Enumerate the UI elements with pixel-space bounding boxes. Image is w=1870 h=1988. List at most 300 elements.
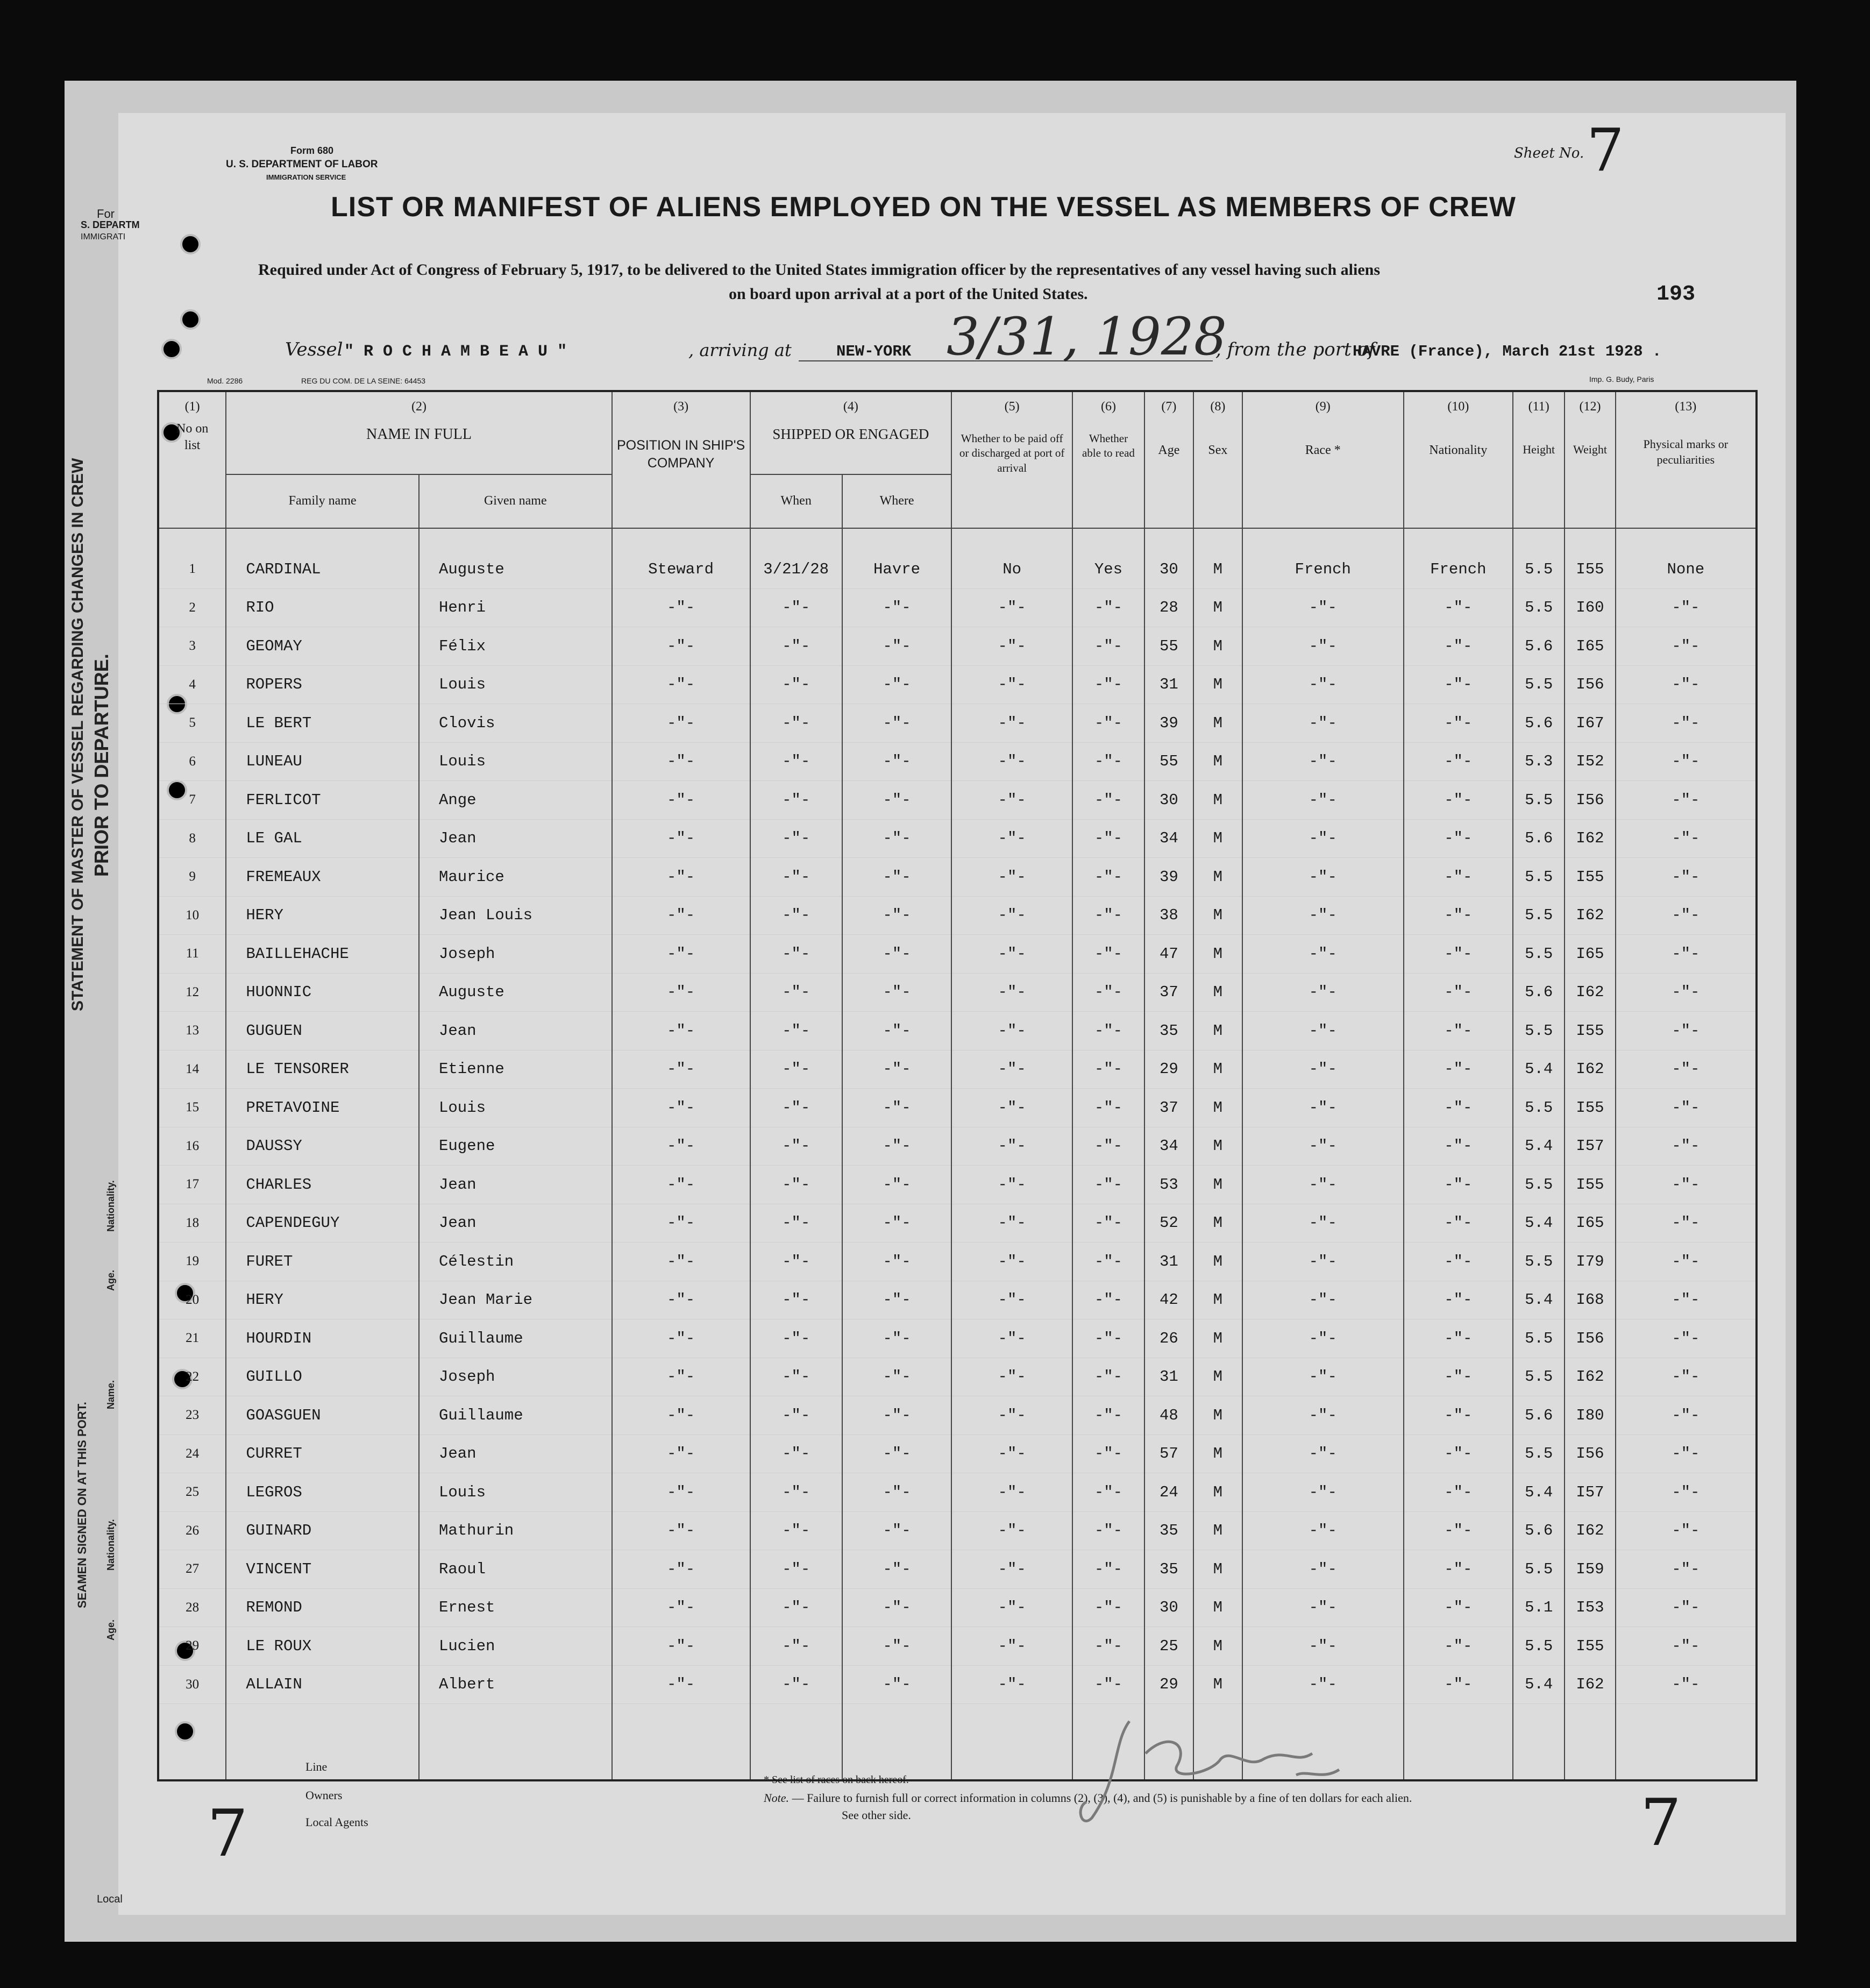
table-row [158, 665, 1757, 704]
cell-when: -"- [750, 1627, 842, 1666]
cell-when: -"- [750, 819, 842, 858]
table-row [158, 819, 1757, 858]
cell-position: -"- [612, 704, 750, 743]
cell-sex: M [1193, 781, 1242, 820]
table-row [158, 1281, 1757, 1319]
cell-sex: M [1193, 1089, 1242, 1127]
cell-read: -"- [1072, 1511, 1144, 1550]
cell-age: 35 [1144, 1012, 1193, 1050]
cell-race: -"- [1242, 1204, 1404, 1242]
cell-marks: -"- [1616, 935, 1757, 974]
cell-no: 25 [158, 1473, 226, 1512]
vessel-label: Vessel [285, 339, 343, 360]
cell-age: 31 [1144, 665, 1193, 704]
cell-weight: I62 [1565, 1665, 1615, 1704]
cell-position: -"- [612, 1358, 750, 1396]
table-row [158, 742, 1757, 781]
cell-nationality: -"- [1404, 742, 1513, 781]
cell-paid: -"- [951, 1166, 1072, 1204]
cell-weight: I62 [1565, 896, 1615, 935]
cell-position: -"- [612, 1550, 750, 1589]
cell-given: Louis [419, 1089, 612, 1127]
binder-hole [180, 309, 201, 330]
cell-race: -"- [1242, 1627, 1404, 1666]
cell-age: 38 [1144, 896, 1193, 935]
cell-family: LE BERT [226, 704, 419, 743]
cell-nationality: -"- [1404, 1473, 1513, 1512]
cell-marks: -"- [1616, 704, 1757, 743]
cell-when: -"- [750, 1588, 842, 1627]
cell-paid: -"- [951, 858, 1072, 897]
cell-nationality: -"- [1404, 819, 1513, 858]
requirement-line-1: Required under Act of Congress of February 5, 1917, to be delivered to the United States immigration officer by the representatives of any vessel having such aliens [258, 261, 1380, 279]
cell-weight: I55 [1565, 1089, 1615, 1127]
cell-when: -"- [750, 896, 842, 935]
cell-position: -"- [612, 973, 750, 1012]
cell-height: 5.1 [1513, 1588, 1565, 1627]
cell-nationality: -"- [1404, 1511, 1513, 1550]
cell-where: -"- [842, 1242, 951, 1281]
cell-nationality: -"- [1404, 1588, 1513, 1627]
cell-age: 48 [1144, 1396, 1193, 1435]
cell-sex: M [1193, 819, 1242, 858]
cell-family: FERLICOT [226, 781, 419, 820]
header-given-name: Given name [419, 474, 612, 528]
cell-paid: -"- [951, 1396, 1072, 1435]
vessel-name: " R O C H A M B E A U " [344, 343, 567, 361]
sheet-number: 7 [1587, 116, 1624, 184]
cell-race: -"- [1242, 1319, 1404, 1358]
cell-where: -"- [842, 1627, 951, 1666]
cell-family: PRETAVOINE [226, 1089, 419, 1127]
cell-where: -"- [842, 1050, 951, 1089]
cell-height: 5.6 [1513, 1511, 1565, 1550]
cell-position: -"- [612, 742, 750, 781]
cell-no: 11 [158, 935, 226, 974]
cell-where: -"- [842, 819, 951, 858]
header-family-name: Family name [226, 474, 419, 528]
cell-paid: -"- [951, 1012, 1072, 1050]
cell-family: GOASGUEN [226, 1396, 419, 1435]
cell-when: -"- [750, 935, 842, 974]
cell-marks: -"- [1616, 665, 1757, 704]
from-label: , from the port of [1215, 339, 1375, 360]
cell-sex: M [1193, 1242, 1242, 1281]
cell-position: -"- [612, 1511, 750, 1550]
cell-position: -"- [612, 1204, 750, 1242]
cell-weight: I62 [1565, 1511, 1615, 1550]
cell-given: Ernest [419, 1588, 612, 1627]
cell-paid: -"- [951, 1281, 1072, 1319]
cell-when: -"- [750, 627, 842, 666]
cell-paid: -"- [951, 1242, 1072, 1281]
cell-age: 37 [1144, 1089, 1193, 1127]
cell-paid: -"- [951, 1588, 1072, 1627]
cell-when: -"- [750, 1435, 842, 1473]
cell-age: 35 [1144, 1511, 1193, 1550]
cell-paid: -"- [951, 896, 1072, 935]
cell-position: -"- [612, 1050, 750, 1089]
cell-no: 3 [158, 627, 226, 666]
cell-when: -"- [750, 1089, 842, 1127]
sheet-label: Sheet No. [1514, 145, 1584, 161]
arriving-label: , arriving at [688, 340, 792, 360]
table-row [158, 1550, 1757, 1589]
cell-race: -"- [1242, 1012, 1404, 1050]
cell-read: -"- [1072, 1166, 1144, 1204]
cell-weight: I55 [1565, 1627, 1615, 1666]
sheet-number-right: 7 [1640, 1786, 1682, 1861]
cell-nationality: -"- [1404, 704, 1513, 743]
cell-age: 25 [1144, 1627, 1193, 1666]
cell-no: 20 [158, 1281, 226, 1319]
cell-no: 26 [158, 1511, 226, 1550]
cell-age: 37 [1144, 973, 1193, 1012]
cell-height: 5.5 [1513, 1627, 1565, 1666]
cell-position: -"- [612, 665, 750, 704]
table-row [158, 1012, 1757, 1050]
cell-weight: I55 [1565, 550, 1615, 588]
cell-given: Félix [419, 627, 612, 666]
cell-family: FREMEAUX [226, 858, 419, 897]
cell-height: 5.5 [1513, 1242, 1565, 1281]
cell-when: -"- [750, 858, 842, 897]
cell-nationality: -"- [1404, 1281, 1513, 1319]
cell-race: -"- [1242, 819, 1404, 858]
cell-nationality: -"- [1404, 627, 1513, 666]
cell-where: -"- [842, 1281, 951, 1319]
cell-read: -"- [1072, 1627, 1144, 1666]
cell-where: -"- [842, 1550, 951, 1589]
cell-no: 7 [158, 781, 226, 820]
cell-marks: -"- [1616, 1396, 1757, 1435]
table-row [158, 1665, 1757, 1704]
cell-paid: -"- [951, 704, 1072, 743]
fine-note: Note. — Failure to furnish full or correct information in columns (2), (3), (4), and (5) is punishable by a fine of ten dollars for each alien. [764, 1791, 1412, 1805]
cell-marks: -"- [1616, 1627, 1757, 1666]
cell-marks: -"- [1616, 1050, 1757, 1089]
cell-when: -"- [750, 1665, 842, 1704]
table-row [158, 1089, 1757, 1127]
cell-marks: -"- [1616, 1204, 1757, 1242]
table-row [158, 1588, 1757, 1627]
cell-height: 5.4 [1513, 1050, 1565, 1089]
cell-position: -"- [612, 858, 750, 897]
cell-given: Raoul [419, 1550, 612, 1589]
registration: REG DU COM. DE LA SEINE: 64453 [301, 377, 426, 385]
cell-sex: M [1193, 1473, 1242, 1512]
cell-nationality: -"- [1404, 1050, 1513, 1089]
cell-read: -"- [1072, 588, 1144, 627]
cell-weight: I65 [1565, 627, 1615, 666]
cell-read: -"- [1072, 1550, 1144, 1589]
cell-family: DAUSSY [226, 1127, 419, 1166]
cell-position: Steward [612, 550, 750, 588]
cell-marks: -"- [1616, 896, 1757, 935]
cell-height: 5.6 [1513, 704, 1565, 743]
cell-where: -"- [842, 1166, 951, 1204]
cell-given: Henri [419, 588, 612, 627]
cell-sex: M [1193, 1319, 1242, 1358]
cell-age: 57 [1144, 1435, 1193, 1473]
cell-marks: -"- [1616, 1473, 1757, 1512]
cell-when: 3/21/28 [750, 550, 842, 588]
cell-marks: -"- [1616, 1588, 1757, 1627]
table-row [158, 896, 1757, 935]
cell-where: -"- [842, 935, 951, 974]
cell-position: -"- [612, 1242, 750, 1281]
cell-no: 16 [158, 1127, 226, 1166]
cell-weight: I52 [1565, 742, 1615, 781]
cell-when: -"- [750, 704, 842, 743]
cell-where: -"- [842, 1127, 951, 1166]
footer-line-label: Line [305, 1760, 328, 1773]
cell-when: -"- [750, 1166, 842, 1204]
cell-race: -"- [1242, 1050, 1404, 1089]
cell-marks: -"- [1616, 1319, 1757, 1358]
cell-where: -"- [842, 1511, 951, 1550]
cell-height: 5.6 [1513, 1396, 1565, 1435]
cell-given: Maurice [419, 858, 612, 897]
cell-paid: -"- [951, 1550, 1072, 1589]
cell-read: -"- [1072, 973, 1144, 1012]
cell-family: GEOMAY [226, 627, 419, 666]
cell-paid: -"- [951, 1050, 1072, 1089]
header-able-to-read: (6) Whether able to read [1072, 391, 1144, 528]
cell-given: Louis [419, 1473, 612, 1512]
cell-no: 5 [158, 704, 226, 743]
cell-when: -"- [750, 1281, 842, 1319]
cell-marks: -"- [1616, 1089, 1757, 1127]
cell-family: REMOND [226, 1588, 419, 1627]
cell-paid: -"- [951, 1435, 1072, 1473]
cell-when: -"- [750, 1242, 842, 1281]
cell-given: Joseph [419, 935, 612, 974]
cell-no: 29 [158, 1627, 226, 1666]
cell-weight: I57 [1565, 1127, 1615, 1166]
cell-sex: M [1193, 1665, 1242, 1704]
cell-paid: -"- [951, 742, 1072, 781]
cell-weight: I80 [1565, 1396, 1615, 1435]
cell-age: 39 [1144, 858, 1193, 897]
cell-weight: I55 [1565, 1012, 1615, 1050]
cell-height: 5.4 [1513, 1127, 1565, 1166]
cell-race: -"- [1242, 1588, 1404, 1627]
cell-sex: M [1193, 588, 1242, 627]
cell-where: -"- [842, 1204, 951, 1242]
cell-read: -"- [1072, 1358, 1144, 1396]
cell-height: 5.5 [1513, 1435, 1565, 1473]
cell-position: -"- [612, 1435, 750, 1473]
cell-race: -"- [1242, 1127, 1404, 1166]
footer-agents-label: Local Agents [305, 1815, 368, 1829]
cell-sex: M [1193, 1511, 1242, 1550]
cell-sex: M [1193, 1166, 1242, 1204]
cell-height: 5.3 [1513, 742, 1565, 781]
cell-position: -"- [612, 1473, 750, 1512]
cell-age: 28 [1144, 588, 1193, 627]
mod-number: Mod. 2286 [207, 377, 243, 385]
cell-no: 22 [158, 1358, 226, 1396]
cell-age: 24 [1144, 1473, 1193, 1512]
cell-height: 5.5 [1513, 781, 1565, 820]
cell-nationality: -"- [1404, 1550, 1513, 1589]
cell-position: -"- [612, 588, 750, 627]
cell-read: -"- [1072, 665, 1144, 704]
cell-family: GUINARD [226, 1511, 419, 1550]
cell-marks: -"- [1616, 1166, 1757, 1204]
cell-race: -"- [1242, 858, 1404, 897]
cell-given: Jean [419, 1012, 612, 1050]
cell-age: 39 [1144, 704, 1193, 743]
cell-where: -"- [842, 973, 951, 1012]
table-row [158, 1511, 1757, 1550]
cell-when: -"- [750, 588, 842, 627]
cell-marks: -"- [1616, 742, 1757, 781]
cell-read: -"- [1072, 704, 1144, 743]
cell-position: -"- [612, 1319, 750, 1358]
cell-nationality: -"- [1404, 1242, 1513, 1281]
page-number: 193 [1656, 282, 1696, 307]
cell-where: -"- [842, 1665, 951, 1704]
table-row [158, 1319, 1757, 1358]
cell-age: 52 [1144, 1204, 1193, 1242]
cell-where: -"- [842, 704, 951, 743]
header-sex: (8) Sex [1193, 391, 1242, 528]
cell-marks: -"- [1616, 1358, 1757, 1396]
cell-age: 31 [1144, 1242, 1193, 1281]
cell-no: 6 [158, 742, 226, 781]
cell-read: -"- [1072, 858, 1144, 897]
cell-no: 17 [158, 1166, 226, 1204]
cell-race: -"- [1242, 973, 1404, 1012]
table-row [158, 1627, 1757, 1666]
cell-marks: -"- [1616, 1435, 1757, 1473]
cell-paid: -"- [951, 819, 1072, 858]
cell-read: -"- [1072, 627, 1144, 666]
cell-marks: -"- [1616, 1550, 1757, 1589]
form-department: U. S. DEPARTMENT OF LABOR [226, 159, 378, 170]
cell-no: 8 [158, 819, 226, 858]
cell-family: HOURDIN [226, 1319, 419, 1358]
cell-family: BAILLEHACHE [226, 935, 419, 974]
header-height: (11) Height [1513, 391, 1565, 528]
cell-position: -"- [612, 1627, 750, 1666]
cell-given: Albert [419, 1665, 612, 1704]
cell-marks: -"- [1616, 973, 1757, 1012]
cell-read: -"- [1072, 1473, 1144, 1512]
cell-position: -"- [612, 1665, 750, 1704]
form-service: IMMIGRATION SERVICE [266, 173, 346, 181]
cell-position: -"- [612, 1281, 750, 1319]
cell-paid: -"- [951, 1627, 1072, 1666]
cell-sex: M [1193, 858, 1242, 897]
cell-read: -"- [1072, 781, 1144, 820]
cell-age: 29 [1144, 1665, 1193, 1704]
cell-sex: M [1193, 1588, 1242, 1627]
cell-nationality: -"- [1404, 1665, 1513, 1704]
cell-read: -"- [1072, 1665, 1144, 1704]
cell-height: 5.6 [1513, 627, 1565, 666]
cell-no: 30 [158, 1665, 226, 1704]
cell-height: 5.5 [1513, 896, 1565, 935]
cell-marks: -"- [1616, 627, 1757, 666]
cell-where: -"- [842, 1435, 951, 1473]
cell-race: -"- [1242, 1435, 1404, 1473]
arriving-port: NEW-YORK [836, 343, 912, 360]
margin-age-2: Age. [105, 1619, 116, 1641]
cell-age: 26 [1144, 1319, 1193, 1358]
cell-paid: -"- [951, 588, 1072, 627]
cell-weight: I60 [1565, 588, 1615, 627]
cell-age: 55 [1144, 627, 1193, 666]
cell-position: -"- [612, 1089, 750, 1127]
cell-age: 35 [1144, 1550, 1193, 1589]
cell-race: -"- [1242, 935, 1404, 974]
cell-position: -"- [612, 935, 750, 974]
table-row [158, 935, 1757, 974]
page-title: LIST OR MANIFEST OF ALIENS EMPLOYED ON THE VESSEL AS MEMBERS OF CREW [331, 191, 1516, 223]
header-nationality: (10) Nationality [1404, 391, 1513, 528]
cell-nationality: -"- [1404, 1204, 1513, 1242]
cell-given: Clovis [419, 704, 612, 743]
cell-age: 34 [1144, 1127, 1193, 1166]
cell-when: -"- [750, 1012, 842, 1050]
cell-read: -"- [1072, 819, 1144, 858]
cell-weight: I56 [1565, 665, 1615, 704]
header-position: (3) POSITION IN SHIP'S COMPANY [612, 391, 750, 528]
cell-height: 5.5 [1513, 1012, 1565, 1050]
table-row [158, 1050, 1757, 1089]
table-row [158, 550, 1757, 588]
cell-height: 5.5 [1513, 1550, 1565, 1589]
header-race: (9) Race * [1242, 391, 1404, 528]
cell-where: -"- [842, 1319, 951, 1358]
cell-age: 34 [1144, 819, 1193, 858]
cell-where: -"- [842, 1358, 951, 1396]
header-physical-marks: (13) Physical marks or peculiarities [1616, 391, 1757, 528]
cell-height: 5.5 [1513, 550, 1565, 588]
cell-family: LE ROUX [226, 1627, 419, 1666]
cell-sex: M [1193, 935, 1242, 974]
printer-credit: Imp. G. Budy, Paris [1589, 375, 1654, 384]
table-row [158, 704, 1757, 743]
cell-sex: M [1193, 1550, 1242, 1589]
header-name: (2) NAME IN FULL [226, 391, 612, 474]
cell-race: -"- [1242, 1242, 1404, 1281]
cell-marks: -"- [1616, 1012, 1757, 1050]
cell-family: CHARLES [226, 1166, 419, 1204]
cell-given: Jean [419, 819, 612, 858]
cell-sex: M [1193, 704, 1242, 743]
cell-sex: M [1193, 1012, 1242, 1050]
cell-no: 9 [158, 858, 226, 897]
cell-given: Eugene [419, 1127, 612, 1166]
cell-weight: I65 [1565, 935, 1615, 974]
cell-nationality: -"- [1404, 1166, 1513, 1204]
cell-marks: -"- [1616, 781, 1757, 820]
cell-height: 5.5 [1513, 858, 1565, 897]
cell-sex: M [1193, 1204, 1242, 1242]
cell-no: 19 [158, 1242, 226, 1281]
cell-where: -"- [842, 627, 951, 666]
cell-where: -"- [842, 1588, 951, 1627]
cell-no: 15 [158, 1089, 226, 1127]
sheet-number-left: 7 [207, 1797, 248, 1871]
margin-name: Name. [105, 1380, 116, 1409]
cell-paid: -"- [951, 781, 1072, 820]
cell-height: 5.6 [1513, 973, 1565, 1012]
